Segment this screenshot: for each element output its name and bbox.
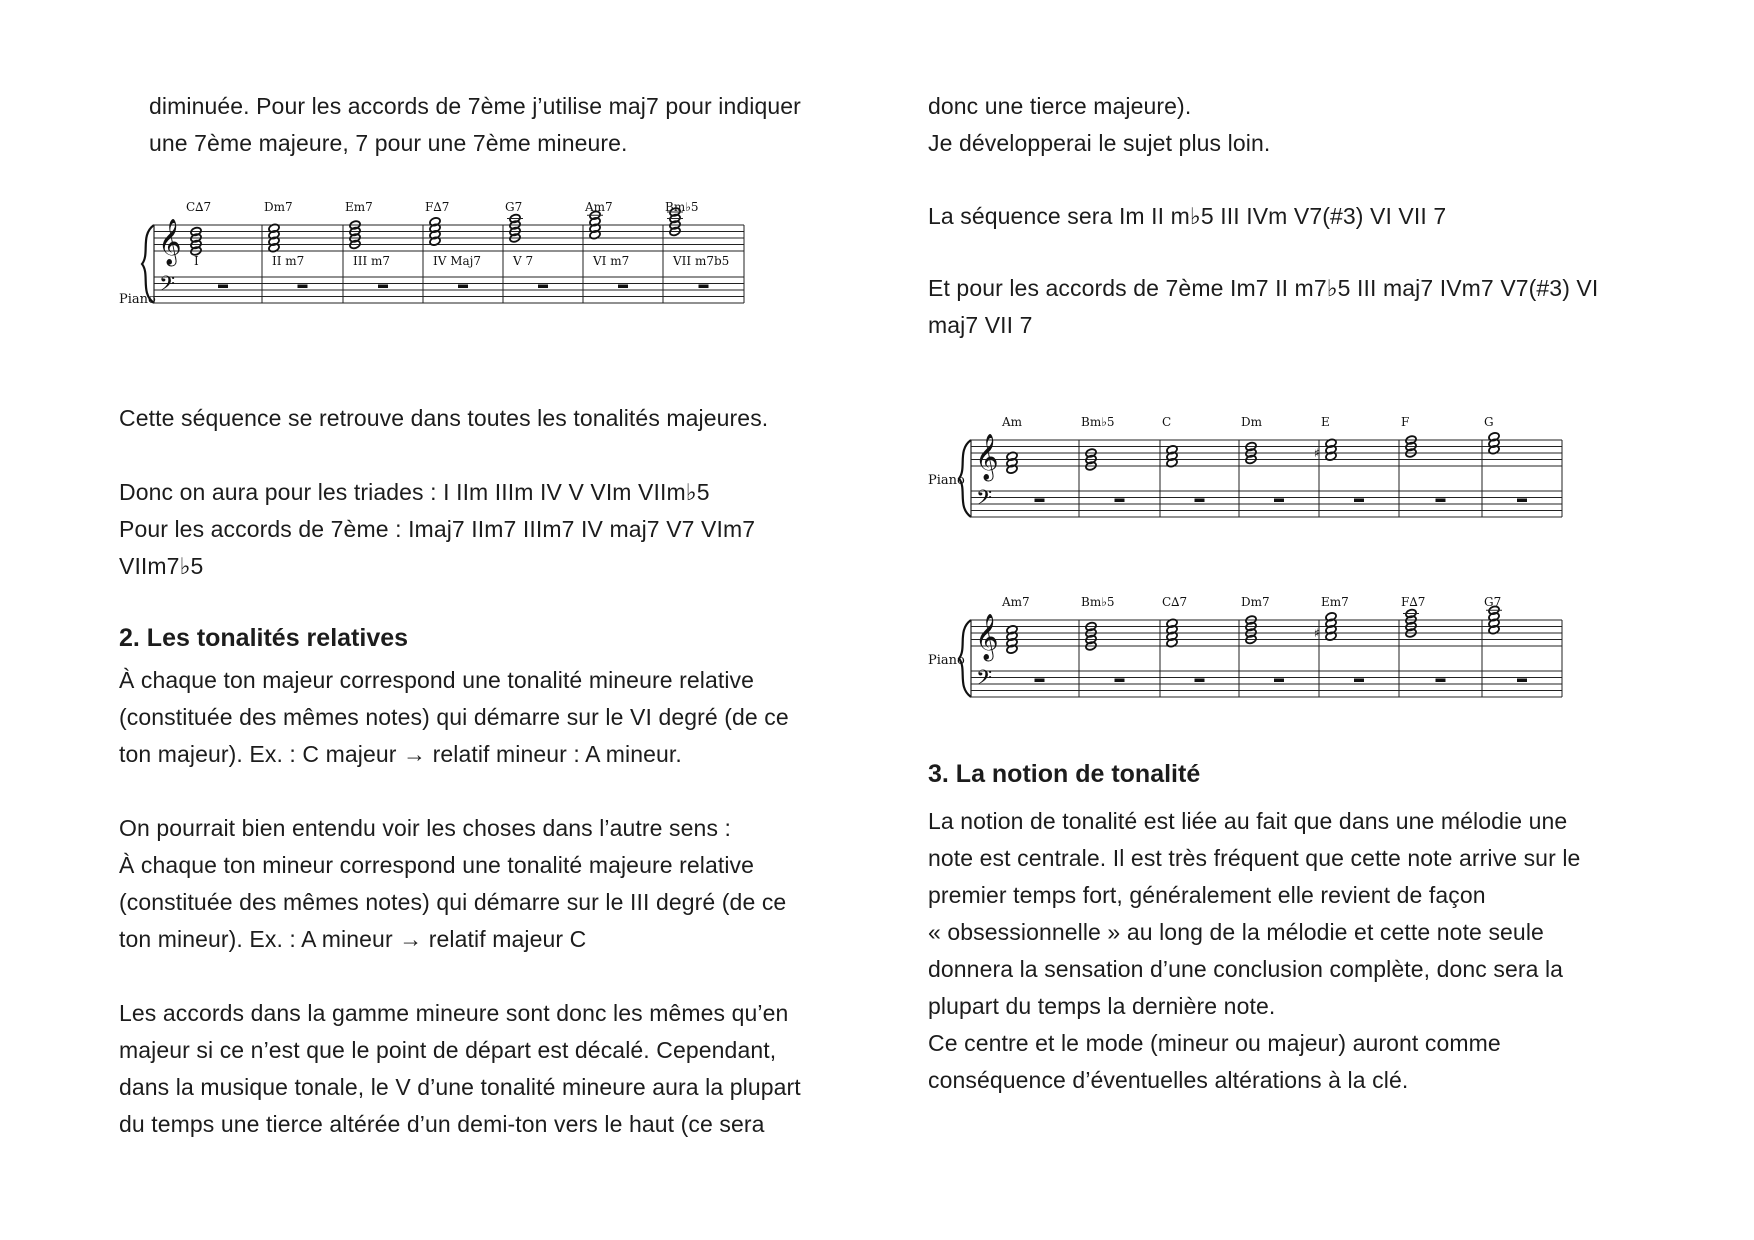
text-line: ton mineur). Ex. : A mineur → relatif majeur C	[119, 926, 587, 952]
chord-symbol: C	[1162, 415, 1172, 429]
text-line: Donc on aura pour les triades : I IIm IIIm IV V VIm VIIm♭5	[119, 479, 710, 505]
bass-clef-icon: 𝄢	[159, 271, 176, 301]
chord-symbol: G7	[505, 200, 523, 214]
text-line: La séquence sera Im II m♭5 III IVm V7(#3) VI VII 7	[928, 203, 1447, 229]
degree-label: VII m7b5	[673, 254, 730, 268]
minor-sevenths-paragraph	[928, 270, 1648, 344]
bass-clef-icon: 𝄢	[976, 485, 993, 515]
instrument-label: Piano	[928, 653, 965, 668]
score-minor-sevenths	[928, 580, 1648, 710]
chord-symbol: Em7	[1321, 595, 1349, 609]
degree-label: I	[194, 254, 199, 268]
text-line: « obsessionnelle » au long de la mélodie et cette note seule	[928, 919, 1544, 945]
rest-icon	[1517, 679, 1527, 683]
bass-clef-icon: 𝄢	[976, 665, 993, 695]
chord-symbol: F	[1401, 415, 1410, 429]
minor-scale-paragraph	[119, 995, 854, 1143]
degree-label: VI m7	[593, 254, 630, 268]
text-line: du temps une tierce altérée d’un demi-ton vers le haut (ce sera	[119, 1111, 765, 1137]
tonality-paragraph	[928, 803, 1648, 1099]
degree-label: II m7	[272, 254, 305, 268]
text-line: La notion de tonalité est liée au fait que dans une mélodie une	[928, 808, 1568, 834]
text-line: plupart du temps la dernière note.	[928, 993, 1276, 1019]
rest-icon	[1035, 679, 1045, 683]
chord-symbol: Am	[1002, 415, 1023, 429]
rest-icon	[298, 285, 308, 289]
rest-icon	[618, 285, 628, 289]
text-line: On pourrait bien entendu voir les choses dans l’autre sens :	[119, 815, 732, 841]
rest-icon	[1436, 679, 1446, 683]
chord-symbol: E	[1321, 415, 1330, 429]
chord-symbol: Am7	[1002, 595, 1030, 609]
chord-symbol: Dm	[1241, 415, 1262, 429]
degree-label: III m7	[353, 254, 391, 268]
chord-symbol: Bm♭5	[1081, 595, 1115, 609]
rest-icon	[1354, 679, 1364, 683]
other-direction-paragraph	[119, 810, 854, 958]
rest-icon	[378, 285, 388, 289]
continuation-paragraph	[928, 88, 1648, 162]
text-line: premier temps fort, généralement elle revient de façon	[928, 882, 1486, 908]
chord-symbol: F∆7	[425, 200, 450, 214]
text-line: diminuée. Pour les accords de 7ème j’utilise maj7 pour indiquer	[149, 93, 801, 119]
text-line: une 7ème majeure, 7 pour une 7ème mineure.	[149, 130, 628, 156]
rest-icon	[1274, 679, 1284, 683]
triads-paragraph	[119, 474, 854, 585]
degree-label: V 7	[513, 254, 534, 268]
rest-icon	[1354, 499, 1364, 503]
score-svg	[928, 580, 1648, 710]
score-major-sevenths	[119, 200, 849, 350]
chord-symbol: Dm7	[1241, 595, 1270, 609]
rest-icon	[218, 285, 228, 289]
text-line: (constituée des mêmes notes) qui démarre sur le VI degré (de ce	[119, 704, 789, 730]
relative-paragraph	[119, 662, 854, 773]
text-line: donc une tierce majeure).	[928, 93, 1192, 119]
text-line: conséquence d’éventuelles altérations à la clé.	[928, 1067, 1409, 1093]
text-line: Cette séquence se retrouve dans toutes les tonalités majeures.	[119, 405, 769, 431]
treble-clef-icon: 𝄞	[975, 614, 999, 660]
chord-symbol: F∆7	[1401, 595, 1426, 609]
section-heading-relative-keys: 2. Les tonalités relatives	[119, 624, 409, 652]
sequence-paragraph	[119, 400, 854, 437]
rest-icon	[699, 285, 709, 289]
rest-icon	[1035, 499, 1045, 503]
text-line: maj7 VII 7	[928, 312, 1033, 338]
rest-icon	[1115, 679, 1125, 683]
text-line: Pour les accords de 7ème : Imaj7 IIm7 IIIm7 IV maj7 V7 VIm7	[119, 516, 756, 542]
chord-symbol: C∆7	[1162, 595, 1188, 609]
text-line: À chaque ton mineur correspond une tonalité majeure relative	[119, 852, 755, 878]
section-heading-tonality: 3. La notion de tonalité	[928, 760, 1201, 788]
text-line: Je développerai le sujet plus loin.	[928, 130, 1271, 156]
chord-symbol: C∆7	[186, 200, 212, 214]
chord-symbol: Bm♭5	[665, 200, 699, 214]
score-minor-triads	[928, 400, 1648, 530]
rest-icon	[1195, 679, 1205, 683]
chord-symbol: Em7	[345, 200, 373, 214]
rest-icon	[1115, 499, 1125, 503]
chord-symbol: Am7	[585, 200, 613, 214]
chord-symbol: Bm♭5	[1081, 415, 1115, 429]
text-line: note est centrale. Il est très fréquent que cette note arrive sur le	[928, 845, 1581, 871]
chord-symbol: Dm7	[264, 200, 293, 214]
intro-paragraph	[119, 88, 854, 162]
text-line: majeur si ce n’est que le point de départ est décalé. Cependant,	[119, 1037, 777, 1063]
text-line: À chaque ton majeur correspond une tonalité mineure relative	[119, 667, 755, 693]
rest-icon	[1195, 499, 1205, 503]
rest-icon	[1436, 499, 1446, 503]
sharp-icon: ♯	[1314, 446, 1320, 460]
treble-clef-icon: 𝄞	[975, 434, 999, 480]
text-line: VIIm7♭5	[119, 553, 204, 579]
score-svg	[928, 400, 1648, 530]
sharp-icon: ♯	[1314, 626, 1320, 640]
chord-symbol: G	[1484, 415, 1494, 429]
text-line: Et pour les accords de 7ème Im7 II m7♭5 III maj7 IVm7 V7(#3) VI	[928, 275, 1599, 301]
degree-label: IV Maj7	[433, 254, 482, 268]
text-line: ton majeur). Ex. : C majeur → relatif mineur : A mineur.	[119, 741, 682, 767]
rest-icon	[1274, 499, 1284, 503]
score-svg	[119, 200, 849, 350]
minor-sequence-paragraph	[928, 198, 1648, 235]
text-line: donnera la sensation d’une conclusion complète, donc sera la	[928, 956, 1564, 982]
instrument-label: Piano	[119, 292, 156, 307]
rest-icon	[458, 285, 468, 289]
treble-clef-icon: 𝄞	[158, 219, 182, 265]
text-line: dans la musique tonale, le V d’une tonalité mineure aura la plupart	[119, 1074, 801, 1100]
text-line: Ce centre et le mode (mineur ou majeur) auront comme	[928, 1030, 1501, 1056]
rest-icon	[1517, 499, 1527, 503]
text-line: Les accords dans la gamme mineure sont donc les mêmes qu’en	[119, 1000, 789, 1026]
chord-symbol: G7	[1484, 595, 1502, 609]
text-line: (constituée des mêmes notes) qui démarre sur le III degré (de ce	[119, 889, 787, 915]
rest-icon	[538, 285, 548, 289]
instrument-label: Piano	[928, 473, 965, 488]
